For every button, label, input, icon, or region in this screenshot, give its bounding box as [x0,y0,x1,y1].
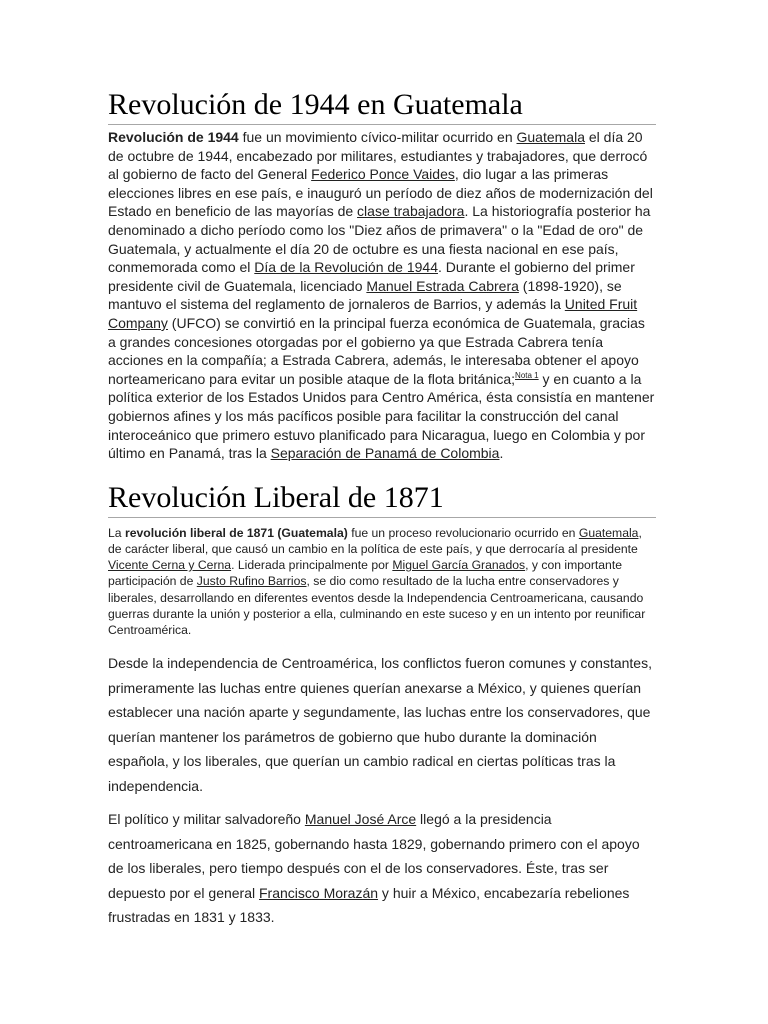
paragraph-independencia: Desde la independencia de Centroamérica, los conflictos fueron comunes y constantes, primeramente las luchas entre quienes querían anexarse a México, y quienes querían establecer una nación aparte y segundamente, las luchas entre los conservadores, que querían mantener los parámetros de gobierno que hubo durante la dominación española, y los liberales, que querían un cambio radical en ciertas políticas tras la independencia. [108,655,652,794]
footnote-link-nota-1[interactable]: Nota 1 [515,370,539,380]
paragraph-manuel-jose-arce: El político y militar salvadoreño Manuel José Arce llegó a la presidencia centroamericana en 1825, gobernando hasta 1829, gobernando primero con el apoyo de los liberales, pero tiempo después con el de los conservadores. Éste, tras ser depuesto por el general Francisco Morazán y huir a México, encabezaría rebeliones frustradas en 1831 y 1833. [108,811,640,926]
section-title-1944: Revolución de 1944 en Guatemala [108,88,656,125]
link-guatemala-2[interactable]: Guatemala [578,525,639,540]
link-justo-rufino-barrios[interactable]: Justo Rufino Barrios [196,574,307,589]
link-dia-de-la-revolucion[interactable]: Día de la Revolución de 1944 [254,259,438,276]
link-vicente-cerna[interactable]: Vicente Cerna y Cerna [108,558,232,573]
paragraph-1871-intro: La revolución liberal de 1871 (Guatemala) fue un proceso revolucionario ocurrido en Guatemala, de carácter liberal, que causó un cambio en la política de este país, y que derrocaría al presidente Vicente Cerna y Cerna. Liderada principalmente por Miguel García Granados, y con importante participación de Justo Rufino Barrios, se dio como resultado de la lucha entre conservadores y liberales, desarrollando en diferentes eventos desde la Independencia Centroamericana, causando guerras durante la unión y posterior a ella, culminando en este suceso y en un intento por reunificar Centroamérica. [108,525,646,637]
link-clase-trabajadora[interactable]: clase trabajadora [357,203,465,220]
paragraph-1944: Revolución de 1944 fue un movimiento cívico-militar ocurrido en Guatemala el día 20 de octubre de 1944, encabezado por militares, estudiantes y trabajadores, que derrocó al gobierno de facto del General Federico Ponce Vaides, dio lugar a las primeras elecciones libres en ese país, e inauguró un período de diez años de modernización del Estado en beneficio de las mayorías de clase trabajadora. La historiografía posterior ha denominado a dicho período como los "Diez años de primavera" o la "Edad de oro" de Guatemala, y actualmente el día 20 de octubre es una fiesta nacional en ese país, conmemorada como el Día de la Revolución de 1944. Durante el gobierno del primer presidente civil de Guatemala, licenciado Manuel Estrada Cabrera (1898-1920), se mantuvo el sistema del reglamento de jornaleros de Barrios, y además la United Fruit Company (UFCO) se convirtió en la principal fuerza económica de Guatemala, gracias a grandes concesiones otorgadas por el gobierno ya que Estrada Cabrera tenía acciones en la compañía; a Estrada Cabrera, además, le interesaba obtener el apoyo norteamericano para evitar un posible ataque de la flota británica;$^{Nota 1}$ y en cuanto a la política exterior de los Estados Unidos para Centro América, ésta consistía en mantener gobiernos afines y los más pacíficos posible para facilitar la construcción del canal interoceánico que primero estuvo planificado para Nicaragua, luego en Colombia y por último en Panamá, tras la Separación de Panamá de Colombia. [108,129,655,462]
link-miguel-garcia-granados[interactable]: Miguel García Granados [392,558,526,573]
article [108,88,656,930]
bold-term-revolucion-liberal: revolución liberal de 1871 (Guatemala) [124,525,348,540]
link-separacion-de-panama[interactable]: Separación de Panamá de Colombia [270,445,500,462]
link-federico-ponce-vaides[interactable]: Federico Ponce Vaides [311,166,455,183]
link-united-fruit-company[interactable]: United Fruit Company [108,296,638,331]
bold-term-revolucion-1944: Revolución de 1944 [108,129,239,145]
link-francisco-morazan[interactable]: Francisco Morazán [259,884,379,901]
link-guatemala[interactable]: Guatemala [516,129,585,145]
section-title-1871: Revolución Liberal de 1871 [108,481,656,518]
link-manuel-estrada-cabrera[interactable]: Manuel Estrada Cabrera [366,277,519,294]
link-manuel-jose-arce[interactable]: Manuel José Arce [304,811,417,828]
